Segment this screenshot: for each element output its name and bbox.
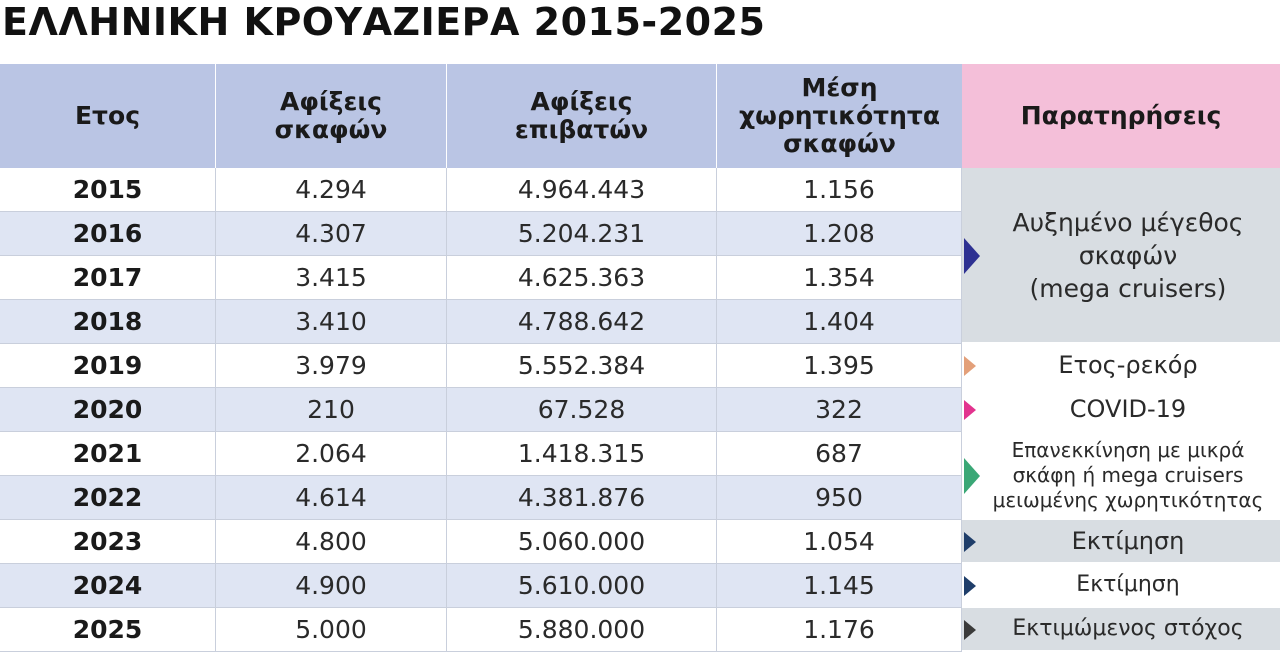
passenger-arrivals-cell: 5.610.000 bbox=[447, 564, 717, 608]
passenger-arrivals-cell: 4.381.876 bbox=[447, 476, 717, 520]
year-cell: 2022 bbox=[0, 476, 216, 520]
ship-arrivals-cell: 2.064 bbox=[216, 432, 447, 476]
avg-capacity-cell: 1.395 bbox=[717, 344, 962, 388]
year-cell: 2017 bbox=[0, 256, 216, 300]
avg-capacity-cell: 950 bbox=[717, 476, 962, 520]
row-divider bbox=[0, 651, 962, 652]
remark-text: Εκτίμηση bbox=[1071, 527, 1185, 555]
year-cell: 2025 bbox=[0, 608, 216, 652]
year-cell: 2020 bbox=[0, 388, 216, 432]
passenger-arrivals-cell: 67.528 bbox=[447, 388, 717, 432]
year-cell: 2018 bbox=[0, 300, 216, 344]
passenger-arrivals-cell: 4.625.363 bbox=[447, 256, 717, 300]
header-remarks-label: Παρατηρήσεις bbox=[1020, 101, 1222, 130]
table-header bbox=[0, 64, 1280, 168]
avg-capacity-cell: 1.404 bbox=[717, 300, 962, 344]
avg-capacity-cell: 687 bbox=[717, 432, 962, 476]
remark-cell bbox=[962, 608, 1280, 652]
passenger-arrivals-cell: 5.552.384 bbox=[447, 344, 717, 388]
page-title: ΕΛΛΗΝΙΚΗ ΚΡΟΥΑΖΙΕΡΑ 2015-2025 bbox=[2, 0, 766, 44]
header-ship-arrivals-label: Αφίξεις σκαφών bbox=[274, 87, 388, 144]
passenger-arrivals-cell: 1.418.315 bbox=[447, 432, 717, 476]
header-avg-capacity bbox=[717, 64, 962, 168]
year-cell: 2019 bbox=[0, 344, 216, 388]
triangle-marker-icon bbox=[964, 400, 976, 420]
remark-text: COVID-19 bbox=[1069, 395, 1187, 423]
ship-arrivals-cell: 4.900 bbox=[216, 564, 447, 608]
remark-cell bbox=[962, 344, 1280, 388]
table-row bbox=[0, 168, 962, 212]
remark-cell bbox=[962, 520, 1280, 564]
remark-text: Εκτίμηση bbox=[1076, 572, 1180, 597]
avg-capacity-cell: 1.176 bbox=[717, 608, 962, 652]
ship-arrivals-cell: 4.800 bbox=[216, 520, 447, 564]
table-row bbox=[0, 300, 962, 344]
table-row bbox=[0, 256, 962, 300]
table-row bbox=[0, 476, 962, 520]
table-row bbox=[0, 212, 962, 256]
triangle-marker-icon bbox=[964, 238, 980, 274]
triangle-marker-icon bbox=[964, 356, 976, 376]
triangle-marker-icon bbox=[964, 532, 976, 552]
ship-arrivals-cell: 3.410 bbox=[216, 300, 447, 344]
year-cell: 2021 bbox=[0, 432, 216, 476]
remark-text: Ετος-ρεκόρ bbox=[1058, 351, 1198, 379]
ship-arrivals-cell: 4.294 bbox=[216, 168, 447, 212]
ship-arrivals-cell: 5.000 bbox=[216, 608, 447, 652]
remark-cell bbox=[962, 432, 1280, 520]
year-cell: 2016 bbox=[0, 212, 216, 256]
header-year bbox=[0, 64, 216, 168]
remark-cell bbox=[962, 388, 1280, 432]
avg-capacity-cell: 1.145 bbox=[717, 564, 962, 608]
year-cell: 2024 bbox=[0, 564, 216, 608]
ship-arrivals-cell: 4.307 bbox=[216, 212, 447, 256]
passenger-arrivals-cell: 4.788.642 bbox=[447, 300, 717, 344]
passenger-arrivals-cell: 5.204.231 bbox=[447, 212, 717, 256]
remark-cell bbox=[962, 168, 1280, 344]
year-cell: 2023 bbox=[0, 520, 216, 564]
avg-capacity-cell: 1.156 bbox=[717, 168, 962, 212]
ship-arrivals-cell: 4.614 bbox=[216, 476, 447, 520]
triangle-marker-icon bbox=[964, 620, 976, 640]
remark-text: Επανεκκίνηση με μικρά σκάφη ή mega cruisers μειωμένης χωρητικότητας bbox=[992, 437, 1264, 512]
ship-arrivals-cell: 210 bbox=[216, 388, 447, 432]
avg-capacity-cell: 1.054 bbox=[717, 520, 962, 564]
ship-arrivals-cell: 3.415 bbox=[216, 256, 447, 300]
cruise-table bbox=[0, 64, 1280, 654]
header-ship-arrivals bbox=[216, 64, 447, 168]
table-row bbox=[0, 564, 962, 608]
avg-capacity-cell: 1.208 bbox=[717, 212, 962, 256]
table-row bbox=[0, 432, 962, 476]
header-year-label: Ετος bbox=[74, 101, 141, 130]
remark-text: Αυξημένο μέγεθος σκαφών (mega cruisers) bbox=[1012, 207, 1244, 303]
table-row bbox=[0, 520, 962, 564]
triangle-marker-icon bbox=[964, 458, 980, 494]
table-row bbox=[0, 388, 962, 432]
header-remarks bbox=[962, 64, 1280, 168]
header-avg-capacity-label: Μέση χωρητικότητα σκαφών bbox=[738, 73, 941, 158]
passenger-arrivals-cell: 5.060.000 bbox=[447, 520, 717, 564]
remark-text: Εκτιμώμενος στόχος bbox=[1012, 616, 1244, 641]
header-passenger-arrivals-label: Αφίξεις επιβατών bbox=[514, 87, 649, 144]
avg-capacity-cell: 1.354 bbox=[717, 256, 962, 300]
avg-capacity-cell: 322 bbox=[717, 388, 962, 432]
table-row bbox=[0, 344, 962, 388]
passenger-arrivals-cell: 4.964.443 bbox=[447, 168, 717, 212]
ship-arrivals-cell: 3.979 bbox=[216, 344, 447, 388]
passenger-arrivals-cell: 5.880.000 bbox=[447, 608, 717, 652]
table-row bbox=[0, 608, 962, 652]
year-cell: 2015 bbox=[0, 168, 216, 212]
remark-cell bbox=[962, 564, 1280, 608]
header-passenger-arrivals bbox=[447, 64, 717, 168]
triangle-marker-icon bbox=[964, 576, 976, 596]
